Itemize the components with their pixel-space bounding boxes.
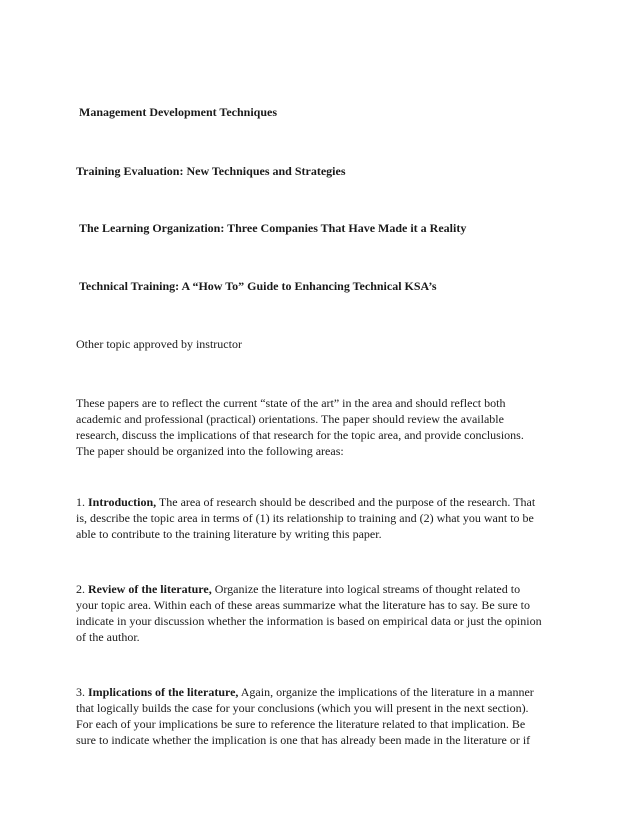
section-heading: Implications of the literature,	[88, 685, 239, 699]
section-implications	[76, 684, 564, 748]
section-number: 2.	[76, 582, 88, 596]
section-number: 3.	[76, 685, 88, 699]
section-text: Organize the literature into logical streams of thought related to	[211, 582, 521, 596]
instructions-paragraph	[76, 395, 564, 459]
paragraph-line: is, describe the topic area in terms of (1) its relationship to training and (2) what you want to be	[76, 511, 534, 525]
topic-title: Training Evaluation: New Techniques and Strategies	[76, 164, 346, 178]
paragraph-line: sure to indicate whether the implication is one that has already been made in the literature or if	[76, 733, 531, 747]
topic-title: The Learning Organization: Three Companies That Have Made it a Reality	[79, 221, 467, 235]
paragraph-line: academic and professional (practical) orientations. The paper should review the available	[76, 412, 504, 426]
section-literature-review	[76, 581, 564, 645]
section-text: The area of research should be described and the purpose of the research. That	[156, 495, 536, 509]
section-heading: Review of the literature,	[88, 582, 212, 596]
paragraph-line	[76, 494, 564, 510]
paragraph-line	[76, 684, 564, 700]
paragraph-line: of the author.	[76, 630, 140, 644]
section-introduction	[76, 494, 564, 542]
paragraph-line: your topic area. Within each of these areas summarize what the literature has to say. Be sure to	[76, 598, 531, 612]
section-heading: Introduction,	[88, 495, 157, 509]
topic-title: Management Development Techniques	[79, 105, 277, 119]
topic-title: Technical Training: A “How To” Guide to Enhancing Technical KSA’s	[79, 279, 437, 293]
paragraph-line: These papers are to reflect the current “state of the art” in the area and should reflect both	[76, 396, 506, 410]
paragraph-line: indicate in your discussion whether the information is based on empirical data or just the opinion	[76, 614, 542, 628]
paragraph-line: able to contribute to the training literature by writing this paper.	[76, 527, 382, 541]
paragraph-line	[76, 581, 564, 597]
paragraph-line: research, discuss the implications of that research for the topic area, and provide conclusions.	[76, 428, 524, 442]
section-text: Again, organize the implications of the literature in a manner	[238, 685, 534, 699]
paragraph-line: For each of your implications be sure to reference the literature related to that implication. Be	[76, 717, 526, 731]
paragraph-line: The paper should be organized into the following areas:	[76, 444, 344, 458]
paragraph-line: that logically builds the case for your conclusions (which you will present in the next section).	[76, 701, 529, 715]
other-topic-note: Other topic approved by instructor	[76, 337, 242, 351]
section-number: 1.	[76, 495, 88, 509]
